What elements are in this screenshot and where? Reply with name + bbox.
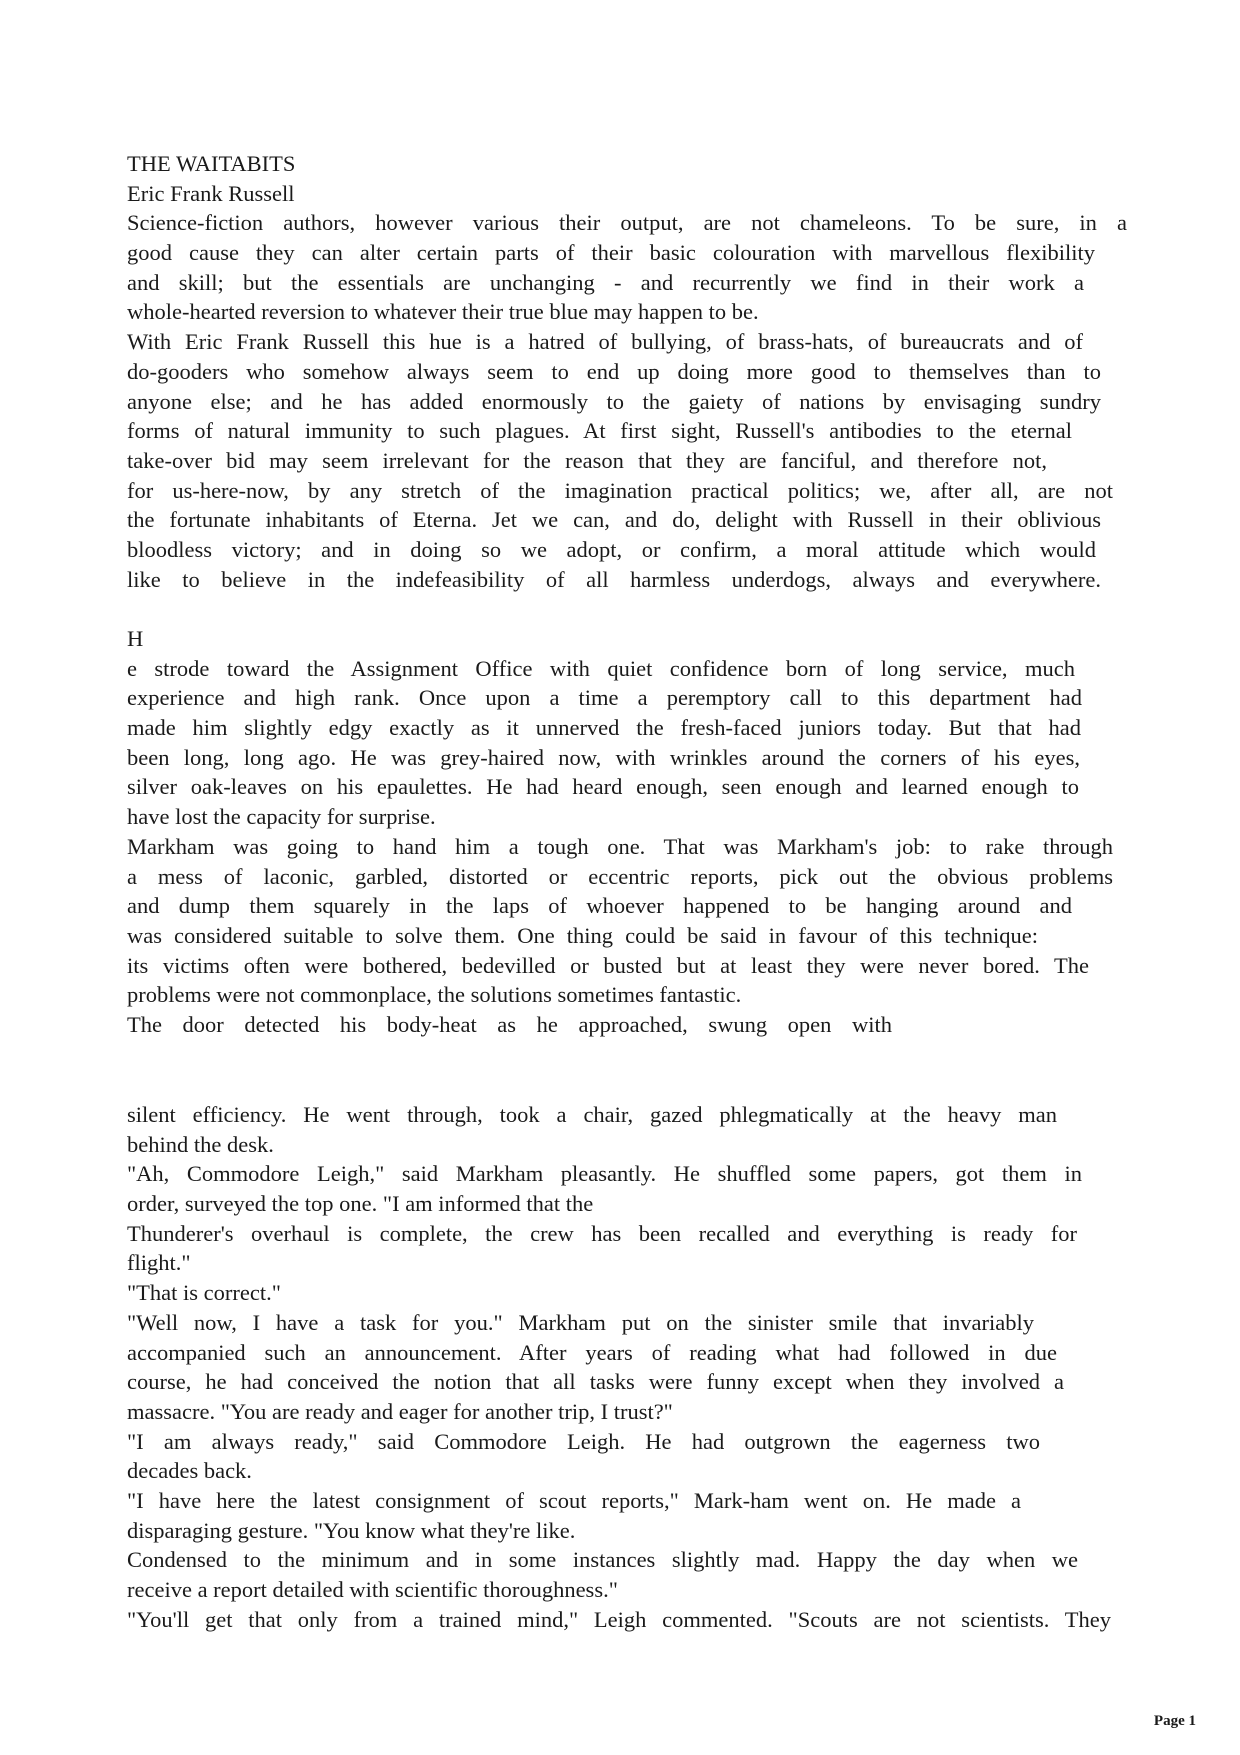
intro-line: the fortunate inhabitants of Eterna. Jet we can, and do, delight with Russell in their oblivious <box>127 507 1101 533</box>
story-line: order, surveyed the top one. "I am informed that the <box>127 1191 594 1217</box>
story-line: Markham was going to hand him a tough one. That was Markham's job: to rake through <box>127 833 1113 859</box>
story-text-lower <box>127 1100 1127 1634</box>
editorial-introduction <box>127 208 1127 594</box>
story-line: receive a report detailed with scientific thoroughness." <box>127 1577 618 1602</box>
story-line: course, he had conceived the notion that all tasks were funny except when they involved a <box>127 1369 1064 1395</box>
intro-line: take-over bid may seem irrelevant for the reason that they are fanciful, and therefore not, <box>127 447 1047 473</box>
story-line: accompanied such an announcement. After years of reading what had followed in due <box>127 1339 1057 1365</box>
story-line: flight." <box>127 1250 191 1276</box>
intro-line: bloodless victory; and in doing so we adopt, or confirm, a moral attitude which would <box>127 536 1096 562</box>
intro-line: do-gooders who somehow always seem to end up doing more good to themselves than to <box>127 358 1101 384</box>
story-line: "Ah, Commodore Leigh," said Markham pleasantly. He shuffled some papers, got them in <box>127 1161 1082 1187</box>
story-line: was considered suitable to solve them. One thing could be said in favour of this technique: <box>127 922 1038 948</box>
story-line: silver oak-leaves on his epaulettes. He had heard enough, seen enough and learned enough to <box>127 774 1079 800</box>
story-line: made him slightly edgy exactly as it unnerved the fresh-faced juniors today. But that had <box>127 715 1081 741</box>
intro-line: Science-fiction authors, however various their output, are not chameleons. To be sure, in a <box>127 210 1127 236</box>
story-line: decades back. <box>127 1458 252 1484</box>
paragraph-gap <box>127 594 1127 624</box>
intro-line: for us-here-now, by any stretch of the imagination practical politics; we, after all, are not <box>127 477 1113 503</box>
story-line: "I have here the latest consignment of scout reports," Mark-ham went on. He made a <box>127 1487 1021 1513</box>
story-line: and dump them squarely in the laps of whoever happened to be hanging around and <box>127 893 1072 919</box>
page-number: Page 1 <box>1153 1713 1196 1729</box>
story-line: e strode toward the Assignment Office with quiet confidence born of long service, much <box>127 655 1075 681</box>
intro-line: whole-hearted reversion to whatever their true blue may happen to be. <box>127 299 759 325</box>
story-line: a mess of laconic, garbled, distorted or eccentric reports, pick out the obvious problems <box>127 863 1113 889</box>
story-line: "That is correct." <box>127 1280 281 1306</box>
story-line: "I am always ready," said Commodore Leigh. He had outgrown the eagerness two <box>127 1428 1040 1454</box>
story-line: "You'll get that only from a trained mind," Leigh commented. "Scouts are not scientists. They <box>127 1606 1111 1632</box>
intro-line: good cause they can alter certain parts of their basic colouration with marvellous flexibility <box>127 240 1095 266</box>
story-line: Condensed to the minimum and in some instances slightly mad. Happy the day when we <box>127 1547 1078 1573</box>
intro-line: forms of natural immunity to such plagues. At first sight, Russell's antibodies to the eternal <box>127 418 1072 444</box>
intro-line: With Eric Frank Russell this hue is a hatred of bullying, of brass-hats, of bureaucrats and of <box>127 329 1083 355</box>
story-line: massacre. "You are ready and eager for another trip, I trust?" <box>127 1398 673 1424</box>
story-line: "Well now, I have a task for you." Markham put on the sinister smile that invariably <box>127 1309 1034 1335</box>
intro-line: and skill; but the essentials are unchanging - and recurrently we find in their work a <box>127 269 1084 295</box>
drop-letter: H <box>127 626 144 651</box>
story-line: silent efficiency. He went through, took a chair, gazed phlegmatically at the heavy man <box>127 1102 1057 1127</box>
story-title: THE WAITABITS <box>127 151 296 176</box>
story-line: been long, long ago. He was grey-haired now, with wrinkles around the corners of his eyes, <box>127 744 1080 770</box>
text-block-upper <box>127 149 1127 1040</box>
story-line: The door detected his body-heat as he approached, swung open with <box>127 1011 892 1037</box>
story-line: behind the desk. <box>127 1131 274 1157</box>
story-line: its victims often were bothered, bedevilled or busted but at least they were never bored. The <box>127 952 1089 978</box>
story-line: experience and high rank. Once upon a time a peremptory call to this department had <box>127 685 1082 711</box>
text-block-lower <box>127 1100 1127 1634</box>
story-line: problems were not commonplace, the solutions sometimes fantastic. <box>127 982 742 1008</box>
story-line: have lost the capacity for surprise. <box>127 804 436 830</box>
intro-line: like to believe in the indefeasibility of all harmless underdogs, always and everywhere. <box>127 566 1101 592</box>
intro-line: anyone else; and he has added enormously to the gaiety of nations by envisaging sundry <box>127 388 1101 414</box>
story-line: disparaging gesture. "You know what they're like. <box>127 1517 576 1543</box>
story-author: Eric Frank Russell <box>127 180 295 206</box>
story-text-upper <box>127 654 1127 1040</box>
story-line: Thunderer's overhaul is complete, the crew has been recalled and everything is ready for <box>127 1220 1077 1246</box>
